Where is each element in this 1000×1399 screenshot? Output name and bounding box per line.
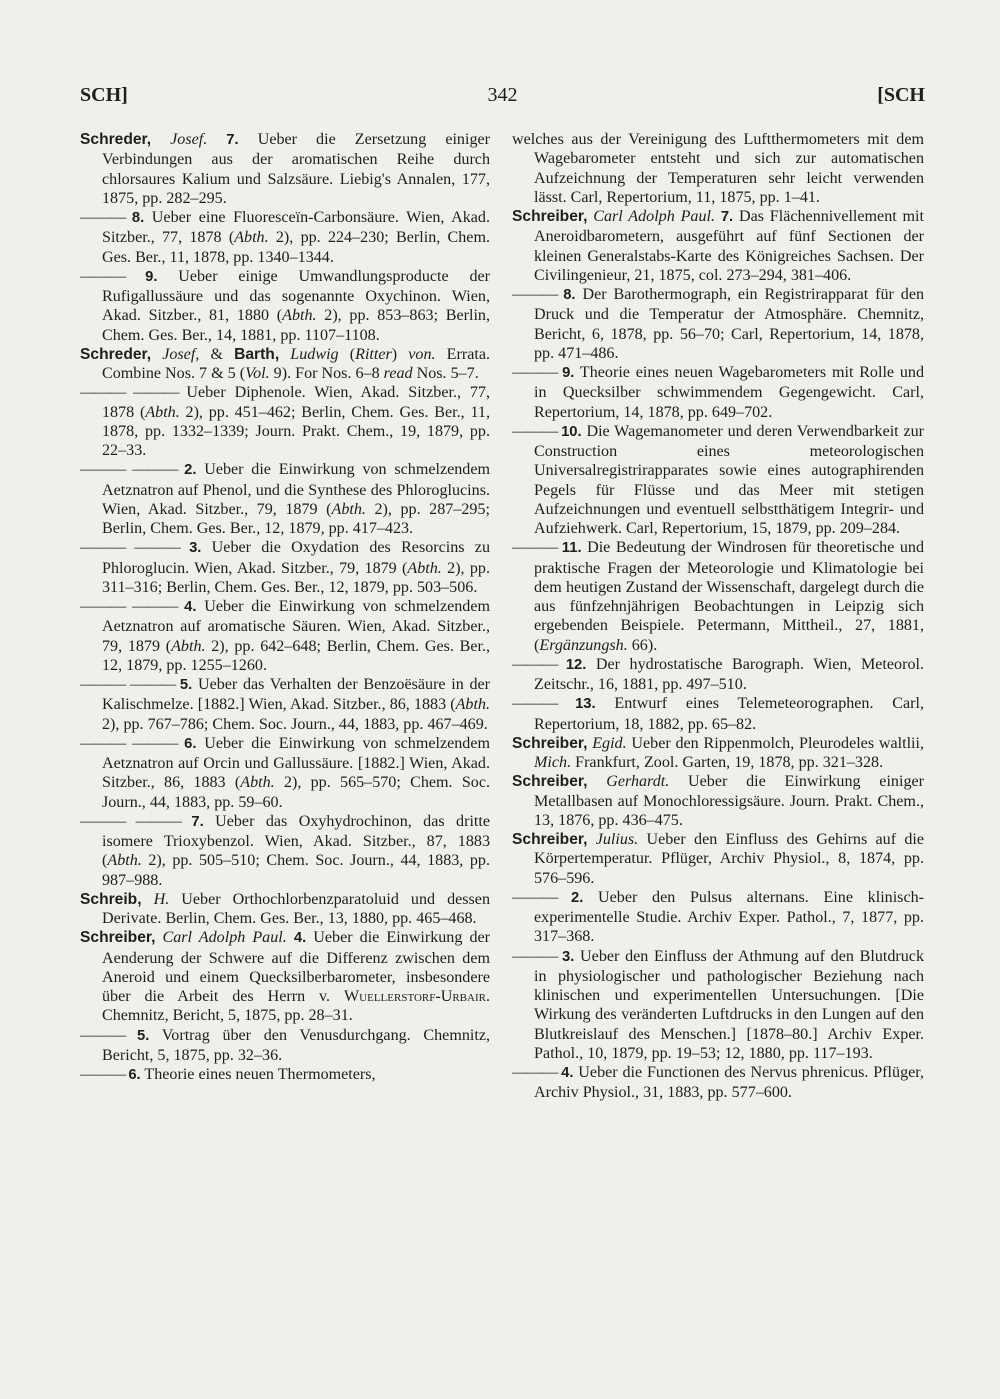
entry-text: Ueber die Einwirkung von schmelzendem Aetznatron auf Phenol, und die Synthese des Phloroglucins. Wien, Akad. Sitzber., 79, 1879 ( <box>102 461 490 518</box>
entry-number: 3. <box>189 540 202 557</box>
italic-text: Julius. <box>595 831 639 848</box>
author-name: Barth, <box>234 345 280 363</box>
author-name: Schreiber, <box>512 208 588 225</box>
bibliography-entry <box>80 890 490 929</box>
entry-number: 9. <box>562 365 575 381</box>
entry-text: Der hydrostatische Barograph. Wien, Meteorol. Zeitschr., 16, 1881, pp. 497–510. <box>534 655 924 693</box>
ditto-dash: ——— <box>80 209 132 226</box>
entry-text: 2), pp. 287–295; Berlin, Chem. Ges. Ber., 12, 1879, pp. 417–423. <box>102 500 490 537</box>
ditto-dash: ——— ——— <box>80 734 185 752</box>
entry-text: Ueber das Oxyhydrochinon, das dritte isomere Trioxybenzol. Wien, Akad. Sitzber., 87, 1883 ( <box>102 812 491 870</box>
bibliography-entry <box>80 538 490 597</box>
italic-text: Carl Adolph Paul. <box>593 208 715 225</box>
italic-text: read <box>383 365 413 382</box>
entry-text: Ueber die Functionen des Nervus phrenicus. Pflüger, Archiv Physiol., 31, 1883, pp. 577–600. <box>534 1064 924 1102</box>
ditto-dash: ——— <box>512 539 562 557</box>
italic-text: Abth. <box>455 696 490 714</box>
entry-text: ) <box>391 345 409 363</box>
entry-text: Theorie eines neuen Thermometers, <box>140 1066 376 1083</box>
entry-number: 3. <box>562 948 575 965</box>
entry-text: 2), pp. 451–462; Berlin, Chem. Ges. Ber., 11, 1878, pp. 1332–1339; Journ. Prakt. Chem., 19, 1879, pp. 22–33. <box>102 403 490 459</box>
entry-text: Errata. Combine Nos. 7 & 5 ( <box>102 345 490 382</box>
entry-text <box>279 346 290 363</box>
entry-text: 2), pp. 565–570; Chem. Soc. Journ., 44, 1883, pp. 59–60. <box>102 774 490 811</box>
bibliography-entry <box>512 422 924 539</box>
entry-text: Ueber Diphenole. Wien, Akad. Sitzber., 77, 1878 ( <box>102 384 491 421</box>
author-name: Schreder, <box>80 131 152 148</box>
ditto-dash: ——— <box>512 422 562 440</box>
entry-text: Die Bedeutung der Windrosen für theoretische und praktische Fragen der Meteorologie und Klimatologie bei dem heutigen Zustand der Wissenschaft, dargelegt durch die aus fünfzehnjährigen Beobachtungen in Leipzig sich ergebenden Beispiele. Petermann, Mittheil., 27, 1881, ( <box>534 539 924 654</box>
italic-text: von. <box>408 345 436 363</box>
bibliography-entry <box>512 285 924 363</box>
entry-number: 12. <box>565 656 587 673</box>
bibliography-entry <box>80 812 490 890</box>
entry-text: Ueber die Oxydation des Resorcins zu Phloroglucin. Wien, Akad. Sitzber., 79, 1879 ( <box>102 539 490 577</box>
italic-text: Abth. <box>407 559 442 577</box>
bibliography-entry <box>80 597 490 675</box>
bibliography-entry <box>80 383 490 460</box>
bibliography-entry <box>512 207 924 285</box>
italic-text: Abth. <box>107 852 142 870</box>
italic-text: Josef. <box>170 131 208 148</box>
entry-text: Ueber die Einwirkung von schmelzendem Aetznatron auf Orcin und Gallussäure. [1882.] Wien, Akad. Sitzber., 86, 1883 ( <box>102 734 490 792</box>
author-name: Schreder, <box>80 345 152 363</box>
entry-text: Das Flächennivellement mit Aneroidbarometern, ausgeführt auf fünf Sectionen der kleinen Generalstabs-Karte des Königreiches Sachsen. Der Civilingenieur, 21, 1875, col. 273–294, 381–406. <box>534 208 924 284</box>
entry-text: welches aus der Vereinigung des Luftthermometers mit dem Wagebarometer entsteht und sich zur automatischen Aufzeichnung der Temperaturen sehr leicht verwenden lässt. Carl, Repertorium, 11, 1875, pp. 1–41. <box>512 131 924 206</box>
entry-text: Ueber den Einfluss des Gehirns auf die Körpertemperatur. Pflüger, Archiv Physiol., 8, 1874, pp. 576–596. <box>534 831 924 887</box>
entry-text: Nos. 5–7. <box>412 365 479 382</box>
entry-text: Chemnitz, Bericht, 5, 1875, pp. 28–31. <box>102 1007 353 1025</box>
ditto-dash: ——— <box>512 286 564 303</box>
italic-text: Abth. <box>234 229 269 247</box>
ditto-dash: ——— ——— <box>80 461 185 479</box>
entry-text: 2), pp. 505–510; Chem. Soc. Journ., 44, 1883, pp. 987–988. <box>102 852 490 889</box>
entry-text: Ueber einige Umwandlungsproducte der Rufigallussäure und das sogenannte Oxychinon. Wien, Akad. Sitzber., 81, 1880 ( <box>102 267 490 325</box>
italic-text: Vol. <box>245 365 270 382</box>
author-name: Schreib, <box>80 890 142 908</box>
entry-text <box>587 831 595 848</box>
italic-text: Egid. <box>592 734 627 752</box>
entry-number: 7. <box>191 813 204 830</box>
entry-number: 4. <box>184 599 197 615</box>
bibliography-entry <box>80 130 490 208</box>
ditto-dash: ——— <box>512 695 576 713</box>
ditto-dash: ——— <box>512 1064 562 1081</box>
bibliography-entry <box>80 928 490 1025</box>
entry-text: Theorie eines neuen Wagebarometers mit Rolle und in Quecksilber schwimmendem Gegengewicht. Carl, Repertorium, 14, 1878, pp. 649–702. <box>534 364 924 421</box>
entry-text: Ueber den Pulsus alternans. Eine klinisch-experimentelle Studie. Archiv Exper. Pathol., 7, 1877, pp. 317–368. <box>534 888 924 946</box>
bibliography-entry <box>80 1026 490 1066</box>
entry-text: Ueber das Verhalten der Benzoësäure in der Kalischmelze. [1882.] Wien, Akad. Sitzber., 86, 1883 ( <box>102 676 490 714</box>
entry-number: 4. <box>561 1065 574 1081</box>
entry-number: 6. <box>184 735 197 752</box>
bibliography-entry <box>512 130 924 207</box>
italic-text: Ergänzungsh. <box>539 636 628 654</box>
bibliography-entry <box>512 655 924 695</box>
entry-number: 10. <box>561 423 582 440</box>
entry-text: ( <box>338 345 356 363</box>
left-column <box>80 130 490 1085</box>
entry-text: 66). <box>627 636 658 654</box>
entry-number: 5. <box>179 677 193 693</box>
right-column <box>512 130 924 1103</box>
entry-text <box>207 131 226 148</box>
entry-number: 4. <box>293 930 307 947</box>
header-left: SCH] <box>80 84 128 106</box>
header-right: [SCH <box>877 84 925 106</box>
entry-text <box>151 131 170 148</box>
bibliography-entry <box>512 1063 924 1103</box>
ditto-dash: ——— <box>80 267 146 285</box>
author-name: Schreiber, <box>512 734 588 752</box>
page-number: 342 <box>487 84 518 106</box>
entry-text: Ueber eine Fluoresceïn-Carbonsäure. Wien, Akad. Sitzber., 77, 1878 ( <box>102 209 490 247</box>
author-name: Schreiber, <box>512 773 588 791</box>
entry-text: Der Barothermograph, ein Registrirapparat für den Druck und die Temperatur der Atmosphäre. Chemnitz, Bericht, 6, 1878, pp. 56–70; Carl, Repertorium, 14, 1878, pp. 471–486. <box>534 286 925 362</box>
ditto-dash: ——— ——— <box>80 598 185 615</box>
italic-text: Gerhardt. <box>606 773 670 791</box>
italic-text: Abth. <box>145 403 180 421</box>
bibliography-entry <box>80 1065 490 1085</box>
entry-text: Ueber die Einwirkung der Aenderung der Schwere auf die Differenz zwischen dem Aneroid und einem Quecksilberbarometer, insbesondere über die Arbeit des Herrn v. <box>102 929 490 1005</box>
entry-number: 5. <box>137 1027 150 1044</box>
entry-text: Frankfurt, Zool. Garten, 19, 1878, pp. 321–328. <box>571 754 884 771</box>
ditto-dash: ——— <box>512 655 566 673</box>
entry-text: 9). For Nos. 6–8 <box>269 365 384 382</box>
bibliography-entry <box>512 363 924 422</box>
entry-text: Vortrag über den Venusdurchgang. Chemnitz, Bericht, 5, 1875, pp. 32–36. <box>102 1026 490 1064</box>
bibliography-entry <box>80 734 490 812</box>
ditto-dash: ——— ——— <box>80 539 190 557</box>
entry-text: Die Wagemanometer und deren Verwendbarkeit zur Construction eines meteorologischen Universalregistrirapparates sowie eines autographirenden Pegels für Flüsse und das Meer mit stetigen Aufzeichnungen und eventuell selbstthätigem Integrir- und Aufziehwerk. Carl, Repertorium, 15, 1879, pp. 209–284. <box>534 422 924 537</box>
italic-text: Josef, <box>162 345 200 363</box>
ditto-dash: ——— <box>80 1066 129 1083</box>
small-caps-text: Wuellerstorf-Urbair. <box>343 988 490 1005</box>
entry-text: 2), pp. 224–230; Berlin, Chem. Ges. Ber., 11, 1878, pp. 1340–1344. <box>102 229 490 266</box>
entry-number: 9. <box>145 268 158 285</box>
bibliography-entry <box>512 830 924 888</box>
entry-text: 2), pp. 767–786; Chem. Soc. Journ., 44, 1883, pp. 467–469. <box>102 715 488 733</box>
entry-number: 11. <box>561 540 582 557</box>
ditto-dash: ——— ——— <box>80 812 192 830</box>
ditto-dash: ——— <box>512 947 562 965</box>
bibliography-entry <box>80 345 490 384</box>
bibliography-entry <box>512 772 924 830</box>
bibliography-entry <box>512 694 924 734</box>
entry-text <box>151 346 162 363</box>
entry-number: 7. <box>720 209 734 225</box>
italic-text: Abth. <box>171 637 206 655</box>
italic-text: Mich. <box>534 754 572 771</box>
entry-text: Entwurf eines Telemeteorographen. Carl, Repertorium, 18, 1882, pp. 65–82. <box>534 695 925 733</box>
entry-text: 2), pp. 853–863; Berlin, Chem. Ges. Ber., 14, 1881, pp. 1107–1108. <box>102 307 490 344</box>
entry-text: Ueber den Rippenmolch, Pleurodeles waltlii, <box>626 734 925 752</box>
entry-number: 8. <box>131 210 145 226</box>
italic-text: Abth. <box>331 500 366 518</box>
entry-text: & <box>199 345 235 363</box>
author-name: Schreiber, <box>512 831 588 848</box>
running-header <box>80 84 925 114</box>
entry-text <box>587 773 606 790</box>
ditto-dash: ——— <box>512 888 571 906</box>
entry-text: Ueber Orthochlorbenzparatoluid und dessen Derivate. Berlin, Chem. Ges. Ber., 13, 1880, pp. 465–468. <box>102 890 490 927</box>
entry-text <box>287 929 294 946</box>
entry-text: Ueber die Einwirkung von schmelzendem Aetznatron auf aromatische Säuren. Wien, Akad. Sitzber., 79, 1879 ( <box>102 598 490 655</box>
entry-text: Ueber die Zersetzung einiger Verbindungen aus der aromatischen Reihe durch chlorsaures Kalium und Salzsäure. Liebig's Annalen, 177, 1875, pp. 282–295. <box>102 131 491 207</box>
ditto-dash: ——— ——— <box>80 384 187 402</box>
bibliography-entry <box>512 888 924 947</box>
entry-text: 2), pp. 311–316; Berlin, Chem. Ges. Ber., 12, 1879, pp. 503–506. <box>102 559 491 596</box>
entry-text: 2), pp. 642–648; Berlin, Chem. Ges. Ber., 12, 1879, pp. 1255–1260. <box>102 637 490 674</box>
entry-number: 2. <box>570 889 584 906</box>
entry-text: Ueber den Einfluss der Athmung auf den Blutdruck in physiologischer und pathologischer Beziehung nach klinischen und experimentellen Untersuchungen. [Die Wirkung des veränderten Luftdrucks in den Lungen auf den Blutkreislauf des Menschen.] [1878–80.] Archiv Exper. Pathol., 10, 1879, pp. 19–53; 12, 1880, pp. 117–193. <box>534 947 924 1062</box>
author-name: Schreiber, <box>80 929 156 947</box>
entry-text <box>155 929 162 946</box>
entry-number: 7. <box>226 132 239 148</box>
bibliography-entry <box>80 675 490 734</box>
italic-text: Ludwig <box>290 345 339 363</box>
bibliography-entry <box>80 460 490 538</box>
entry-text: Ueber die Einwirkung einiger Metallbasen auf Monochloressigsäure. Journ. Prakt. Chem., 13, 1876, pp. 436–475. <box>534 773 924 829</box>
italic-text: H. <box>153 890 170 908</box>
entry-number: 6. <box>128 1067 141 1083</box>
ditto-dash: ——— <box>512 364 563 381</box>
ditto-dash: ——— <box>80 1026 137 1044</box>
entry-number: 8. <box>563 287 576 303</box>
entry-text <box>142 891 154 908</box>
bibliography-entry <box>512 734 924 773</box>
italic-text: Ritter <box>355 345 392 363</box>
bibliography-entry <box>512 947 924 1064</box>
bibliography-entry <box>512 538 924 655</box>
bibliography-entry <box>80 267 490 345</box>
italic-text: Carl Adolph Paul. <box>162 929 287 947</box>
bibliography-entry <box>80 208 490 267</box>
italic-text: Abth. <box>282 307 317 325</box>
entry-number: 13. <box>575 696 596 713</box>
entry-number: 2. <box>184 462 197 479</box>
italic-text: Abth. <box>240 774 275 792</box>
ditto-dash: ——— ——— <box>80 676 180 693</box>
